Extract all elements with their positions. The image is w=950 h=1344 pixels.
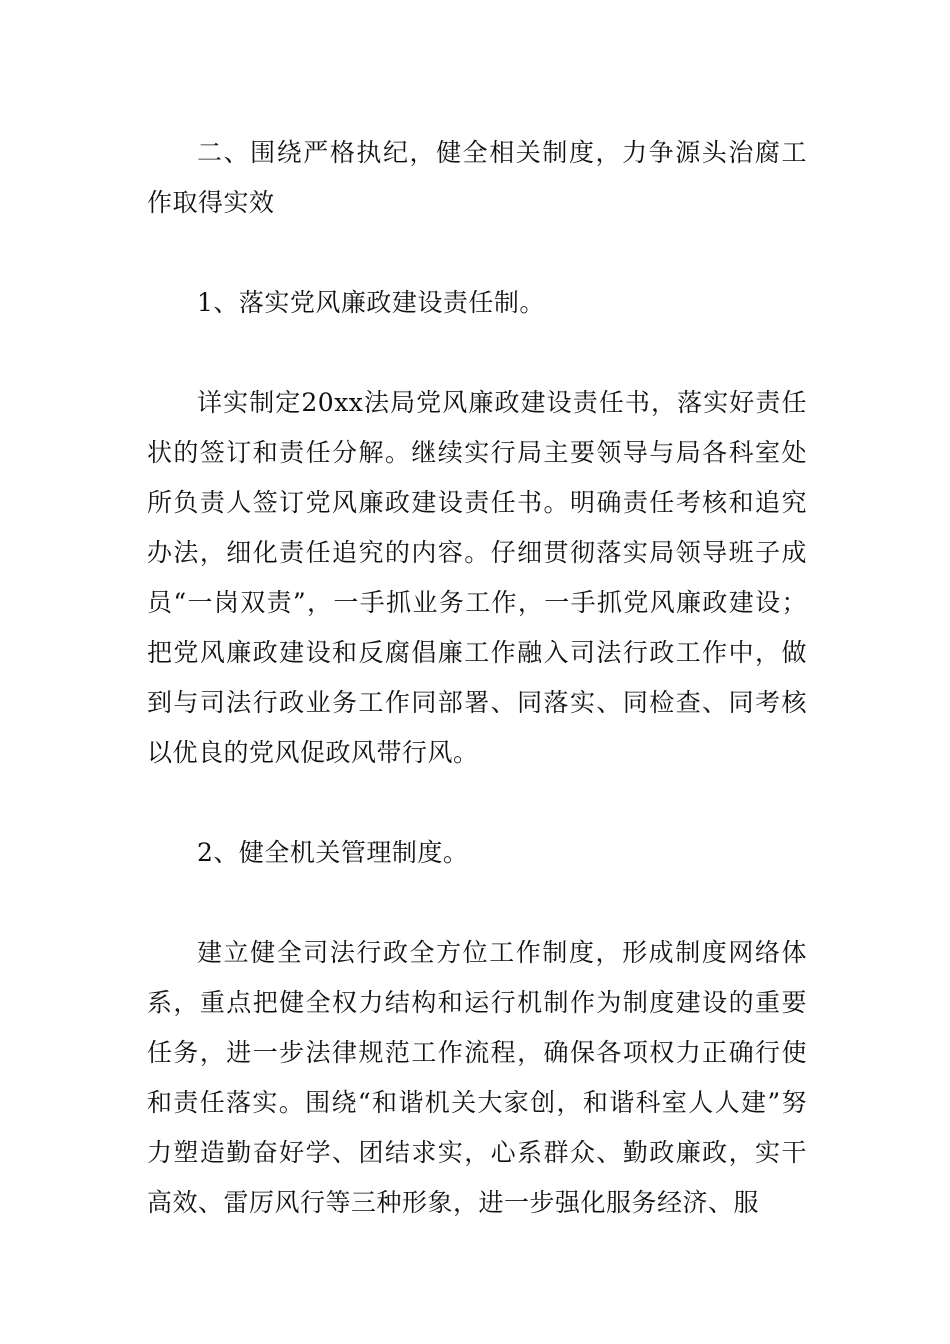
subsection-heading-2: 2、健全机关管理制度。 — [197, 838, 469, 867]
body-paragraph-2: 建立健全司法行政全方位工作制度，形成制度网络体系，重点把健全权力结构和运行机制作为制度建设的重要任务，进一步法律规范工作流程，确保各项权力正确行使和责任落实。围绕“和谐机关大家创，和谐科室人人建”努力塑造勤奋好学、团结求实，心系群众、勤政廉政，实干高效、雷厉风行等三种形象，进一步强化服务经济、服 — [147, 938, 807, 1217]
section-heading: 二、围绕严格执纪，健全相关制度，力争源头治腐工作取得实效 — [147, 138, 807, 217]
body-paragraph-1: 详实制定20xx法局党风廉政建设责任书，落实好责任状的签订和责任分解。继续实行局主要领导与局各科室处所负责人签订党风廉政建设责任书。明确责任考核和追究办法，细化责任追究的内容。仔细贯彻落实局领导班子成员“一岗双责”，一手抓业务工作，一手抓党风廉政建设；把党风廉政建设和反腐倡廉工作融入司法行政工作中，做到与司法行政业务工作同部署、同落实、同检查、同考核以优良的党风促政风带行风。 — [147, 388, 807, 767]
document-body — [147, 128, 807, 1228]
subsection-heading-1: 1、落实党风廉政建设责任制。 — [197, 288, 545, 317]
